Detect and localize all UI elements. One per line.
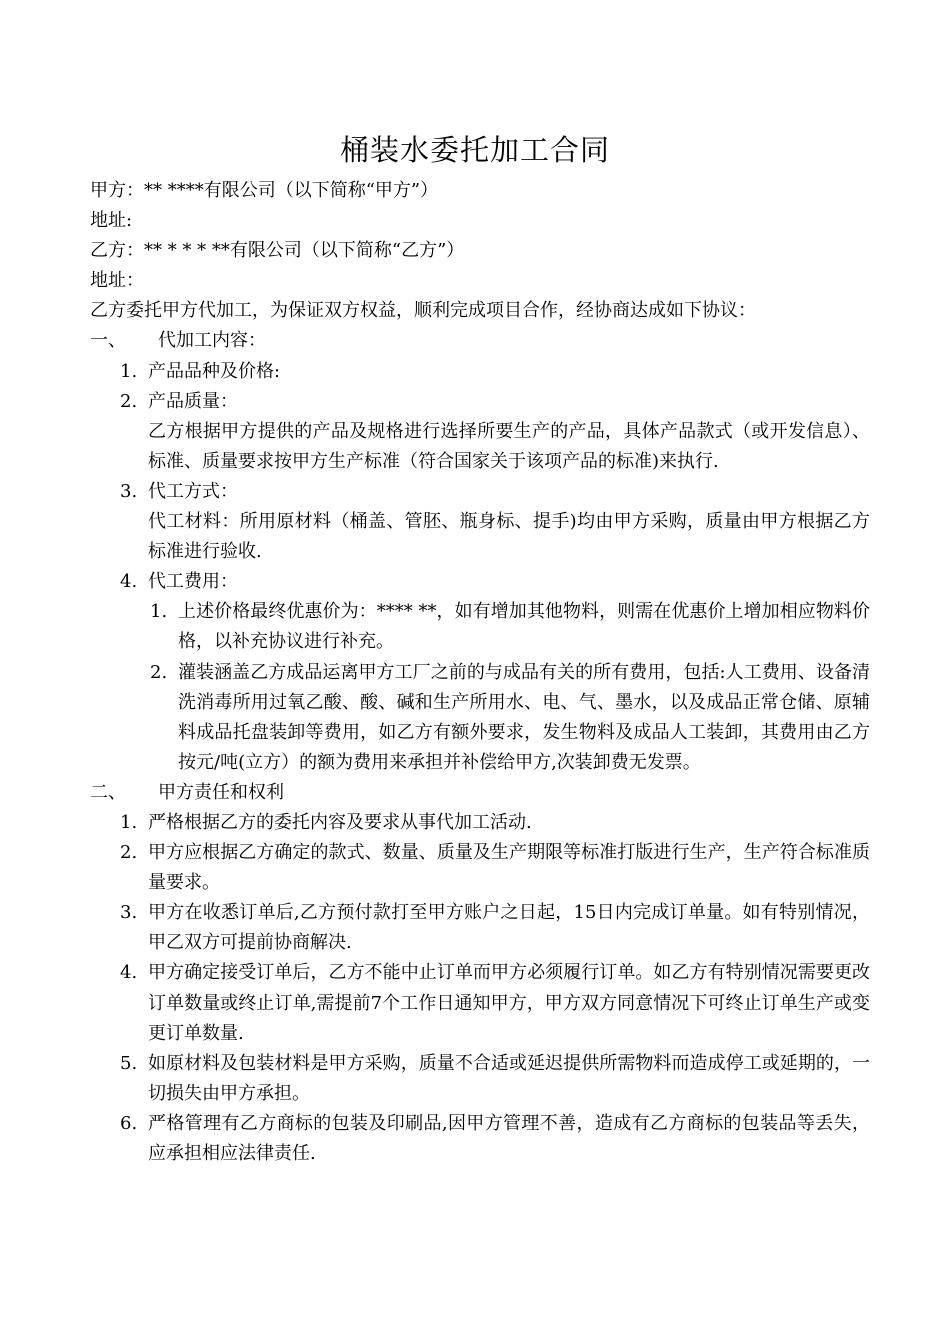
method-paragraph: 代工材料：所用原材料（桶盖、管胚、瓶身标、提手)均由甲方采购，质量由甲方根据乙方标准进行验收. (148, 511, 870, 563)
list-item (90, 477, 870, 507)
list-item (90, 898, 870, 958)
item-text: 严格根据乙方的委托内容及要求从事代加工活动. (148, 811, 532, 833)
party-b-address: 地址： (90, 270, 144, 292)
item-number: 3. (120, 480, 138, 502)
item-text: 如原材料及包装材料是甲方采购，质量不合适或延迟提供所需物料而造成停工或延期的，一切损失由甲方承担。 (148, 1052, 870, 1104)
document-title: 桶装水委托加工合同 (339, 133, 610, 167)
list-item (90, 958, 870, 1048)
item-text: 甲方在收悉订单后,乙方预付款打至甲方账户之日起，15日内完成订单量。如有特别情况，甲乙双方可提前协商解决. (148, 902, 870, 954)
item-text: 产品质量： (148, 390, 238, 412)
item-number: 4. (120, 571, 138, 593)
document-body (90, 176, 870, 1169)
quality-paragraph: 乙方根据甲方提供的产品及规格进行选择所要生产的产品，具体产品款式（或开发信息）、标准、质量要求按甲方生产标准（符合国家关于该项产品的标准)来执行. (148, 420, 870, 472)
item-text: 甲方应根据乙方确定的款式、数量、质量及生产期限等标准打版进行生产，生产符合标准质量要求。 (148, 842, 870, 894)
item-text: 代工费用： (148, 571, 238, 593)
item-number: 2. (150, 661, 168, 683)
party-a-address: 地址: (90, 210, 133, 232)
list-item (90, 1109, 870, 1169)
item-number: 2. (120, 390, 138, 412)
item-number: 1. (120, 811, 138, 833)
section-2-heading (90, 778, 870, 808)
intro-paragraph: 乙方委托甲方代加工，为保证双方权益，顺利完成项目合作，经协商达成如下协议： (90, 300, 756, 322)
item-text: 上述价格最终优惠价为：**** **，如有增加其他物料，则需在优惠价上增加相应物料价格，以补充协议进行补充。 (178, 601, 870, 653)
item-number: 3. (120, 902, 138, 924)
section-title: 代加工内容： (158, 330, 266, 352)
item-number: 1. (150, 601, 168, 623)
item-text: 甲方确定接受订单后，乙方不能中止订单而甲方必须履行订单。如乙方有特别情况需要更改订单数量或终止订单,需提前7个工作日通知甲方，甲方双方同意情况下可终止订单生产或变更订单数量. (148, 962, 870, 1044)
section-number: 一、 (90, 330, 126, 352)
list-item (90, 1049, 870, 1109)
item-number: 4. (120, 962, 138, 984)
item-text: 产品品种及价格: (148, 360, 281, 382)
item-number: 6. (120, 1112, 138, 1134)
section-title: 甲方责任和权利 (158, 781, 284, 803)
sub-list-item (90, 597, 870, 657)
item-number: 1. (120, 360, 138, 382)
list-item (90, 357, 870, 387)
item-text: 灌装涵盖乙方成品运离甲方工厂之前的与成品有关的所有费用，包括:人工费用、设备清洗消毒所用过氧乙酸、酸、碱和生产所用水、电、气、墨水，以及成品正常仓储、原辅料成品托盘装卸等费用，如乙方有额外要求，发生物料及成品人工装卸，其费用由乙方按元/吨(立方）的额为费用来承担并补偿给甲方,次装卸费无发票。 (178, 661, 870, 773)
item-number: 2. (120, 842, 138, 864)
list-item (90, 808, 870, 838)
section-number: 二、 (90, 781, 126, 803)
party-b-line: 乙方：** * * * **有限公司（以下简称“乙方”） (90, 240, 465, 262)
party-a-line: 甲方：** ****有限公司（以下简称“甲方”） (90, 180, 439, 201)
list-item (90, 838, 870, 898)
sub-list-item (90, 658, 870, 778)
item-text: 严格管理有乙方商标的包装及印刷品,因甲方管理不善，造成有乙方商标的包装品等丢失，应承担相应法律责任. (148, 1112, 870, 1164)
section-1-heading (90, 326, 870, 356)
list-item (90, 567, 870, 597)
item-text: 代工方式： (148, 480, 238, 502)
list-item (90, 387, 870, 417)
item-number: 5. (120, 1052, 138, 1074)
